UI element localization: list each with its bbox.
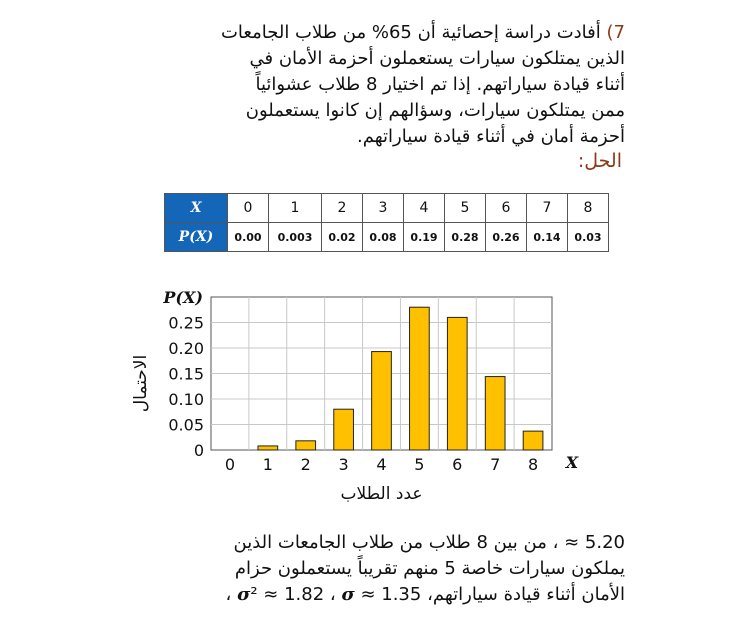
y-tick-label: 0 xyxy=(193,441,204,460)
summary-line xyxy=(170,582,625,608)
x-row xyxy=(165,194,609,223)
bar xyxy=(523,431,543,450)
x-tick-label: 7 xyxy=(490,455,501,474)
p-row xyxy=(165,223,609,252)
bar xyxy=(334,409,354,450)
x-tick-label: 6 xyxy=(452,455,463,474)
x-cell: 8 xyxy=(568,194,609,223)
sigma-squared-symbol: σ xyxy=(237,584,251,605)
summary-line: 5.20 ≈ ، من بين 8 طلاب من طلاب الجامعات الذين xyxy=(233,532,625,553)
summary-line: يملكون سيارات خاصة 5 منهم تقريباً يستعملون حزام xyxy=(234,558,625,579)
summary-line-text: الأمان أثناء قيادة سياراتهم، xyxy=(427,584,625,605)
bar xyxy=(258,446,278,450)
distribution-table xyxy=(164,193,609,252)
p-cell: 0.14 xyxy=(527,223,568,252)
p-cell: 0.03 xyxy=(568,223,609,252)
summary-text xyxy=(170,530,625,608)
x-axis-symbol: X xyxy=(565,453,579,472)
x-cell: 0 xyxy=(228,194,269,223)
y-tick-label: 0.05 xyxy=(168,415,204,435)
bar xyxy=(296,441,316,450)
sigma-value: ≈ 1.35 ، xyxy=(225,584,422,605)
y-tick-label: 0.15 xyxy=(168,364,204,384)
p-cell: 0.19 xyxy=(404,223,445,252)
y-tick-label: 0.10 xyxy=(168,390,204,409)
x-axis-title: عدد الطلاب xyxy=(340,484,423,504)
p-cell: 0.28 xyxy=(445,223,486,252)
sigma-squared-value: ² ≈ 1.82 ، xyxy=(250,584,336,605)
x-tick-label: 4 xyxy=(376,455,387,474)
p-cell: 0.26 xyxy=(486,223,527,252)
x-cell: 2 xyxy=(322,194,363,223)
problem-line: الذين يمتلكون سيارات يستعملون أحزمة الأمان في xyxy=(249,48,625,69)
x-tick-label: 1 xyxy=(262,455,273,474)
problem-number: 7) xyxy=(606,22,625,43)
y-tick-label: 0.25 xyxy=(168,313,204,333)
p-header: P(X) xyxy=(165,223,228,252)
x-header: X xyxy=(165,194,228,223)
y-tick-label: 0.20 xyxy=(168,339,204,358)
p-cell: 0.02 xyxy=(322,223,363,252)
x-cell: 7 xyxy=(527,194,568,223)
p-cell: 0.003 xyxy=(269,223,322,252)
p-cell: 0.08 xyxy=(363,223,404,252)
x-tick-label: 8 xyxy=(527,455,539,474)
problem-line: أفادت دراسة إحصائية أن 65% من طلاب الجامعات xyxy=(220,22,601,43)
problem-line: أثناء قيادة سياراتهم. إذا تم اختيار 8 طلاب عشوائياً xyxy=(255,74,625,95)
problem-line: ممن يمتلكون سيارات، وسؤالهم إن كانوا يستعملون xyxy=(245,100,625,121)
x-cell: 4 xyxy=(404,194,445,223)
x-cell: 5 xyxy=(445,194,486,223)
x-tick-label: 0 xyxy=(224,455,236,474)
x-tick-label: 2 xyxy=(300,455,311,474)
bar xyxy=(410,307,430,450)
x-tick-label: 3 xyxy=(338,455,349,474)
y-axis-title: الاحتمال xyxy=(131,354,151,413)
solution-label: الحل: xyxy=(577,150,622,172)
sigma-symbol: σ xyxy=(341,584,355,605)
p-cell: 0.00 xyxy=(228,223,269,252)
bar xyxy=(447,317,467,450)
x-cell: 1 xyxy=(269,194,322,223)
bar xyxy=(485,377,505,450)
y-axis-symbol: P(X) xyxy=(163,288,203,307)
probability-bar-chart xyxy=(120,280,600,510)
bar xyxy=(372,352,392,450)
x-cell: 3 xyxy=(363,194,404,223)
problem-line: أحزمة أمان في أثناء قيادة سياراتهم. xyxy=(357,126,625,147)
x-tick-label: 5 xyxy=(414,455,425,474)
problem-text xyxy=(150,20,625,150)
x-cell: 6 xyxy=(486,194,527,223)
